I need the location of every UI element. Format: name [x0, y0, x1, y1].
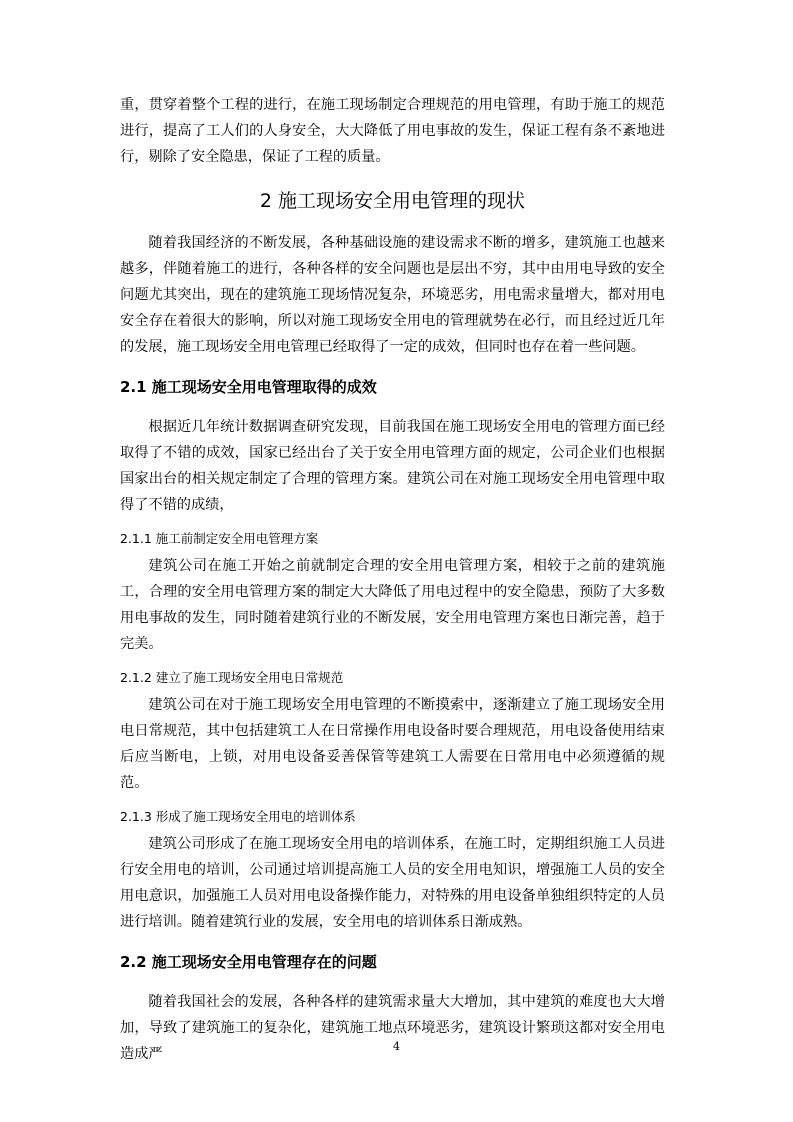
section-2-2-heading: 2.2 施工现场安全用电管理存在的问题: [120, 953, 377, 971]
section-2-heading: 2 施工现场安全用电管理的现状: [259, 190, 526, 212]
document-page: [120, 92, 665, 1067]
section-2-2-paragraph: 随着我国社会的发展，各种各样的建筑需求量大大增加，其中建筑的难度也大大增加，导致了建筑施工的复杂化，建筑施工地点环境恶劣，建筑设计繁琐这都对安全用电造成严: [120, 994, 665, 1062]
intro-paragraph: 重，贯穿着整个工程的进行，在施工现场制定合理规范的用电管理，有助于施工的规范进行，提高了工人们的人身安全，大大降低了用电事故的发生，保证工程有条不紊地进行，剔除了安全隐患，保证了工程的质量。: [120, 97, 665, 165]
section-2-1-3-paragraph: 建筑公司形成了在施工现场安全用电的培训体系，在施工时，定期组织施工人员进行安全用电的培训，公司通过培训提高施工人员的安全用电知识，增强施工人员的安全用电意识，加强施工人员对用电设备操作能力，对特殊的用电设备单独组织特定的人员进行培训。随着建筑行业的发展，安全用电的培训体系日渐成熟。: [120, 836, 665, 930]
section-2-1-3-heading: 2.1.3 形成了施工现场安全用电的培训体系: [120, 809, 356, 824]
section-2-1-2-heading: 2.1.2 建立了施工现场安全用电日常规范: [120, 670, 344, 685]
section-2-1-1-paragraph: 建筑公司在施工开始之前就制定合理的安全用电管理方案，相较于之前的建筑施工，合理的安全用电管理方案的制定大大降低了用电过程中的安全隐患，预防了大多数用电事故的发生，同时随着建筑行业的不断发展，安全用电管理方案也日渐完善，趋于完美。: [120, 558, 665, 652]
section-2-1-paragraph: 根据近几年统计数据调查研究发现，目前我国在施工现场安全用电的管理方面已经取得了不错的成效，国家已经出台了关于安全用电管理方面的规定，公司企业们也根据国家出台的相关规定制定了合理的管理方案。建筑公司在对施工现场安全用电管理中取得了不错的成绩，: [120, 419, 665, 513]
section-2-1-1-heading: 2.1.1 施工前制定安全用电管理方案: [120, 531, 319, 546]
section-2-paragraph: 随着我国经济的不断发展，各种基础设施的建设需求不断的增多，建筑施工也越来越多，伴随着施工的进行，各种各样的安全问题也是层出不穷，其中由用电导致的安全问题尤其突出，现在的建筑施工现场情况复杂，环境恶劣，用电需求量增大，都对用电安全存在着很大的影响，所以对施工现场安全用电的管理就势在必行，而且经过近几年的发展，施工现场安全用电管理已经取得了一定的成效，但同时也存在着一些问题。: [120, 235, 665, 355]
section-2-1-2-paragraph: 建筑公司在对于施工现场安全用电管理的不断摸索中，逐渐建立了施工现场安全用电日常规范，其中包括建筑工人在日常操作用电设备时要合理规范，用电设备使用结束后应当断电，上锁，对用电设备妥善保管等建筑工人需要在日常用电中必须遵循的规范。: [120, 697, 665, 791]
page-number: 4: [393, 1040, 400, 1053]
section-2-1-heading: 2.1 施工现场安全用电管理取得的成效: [120, 378, 377, 396]
